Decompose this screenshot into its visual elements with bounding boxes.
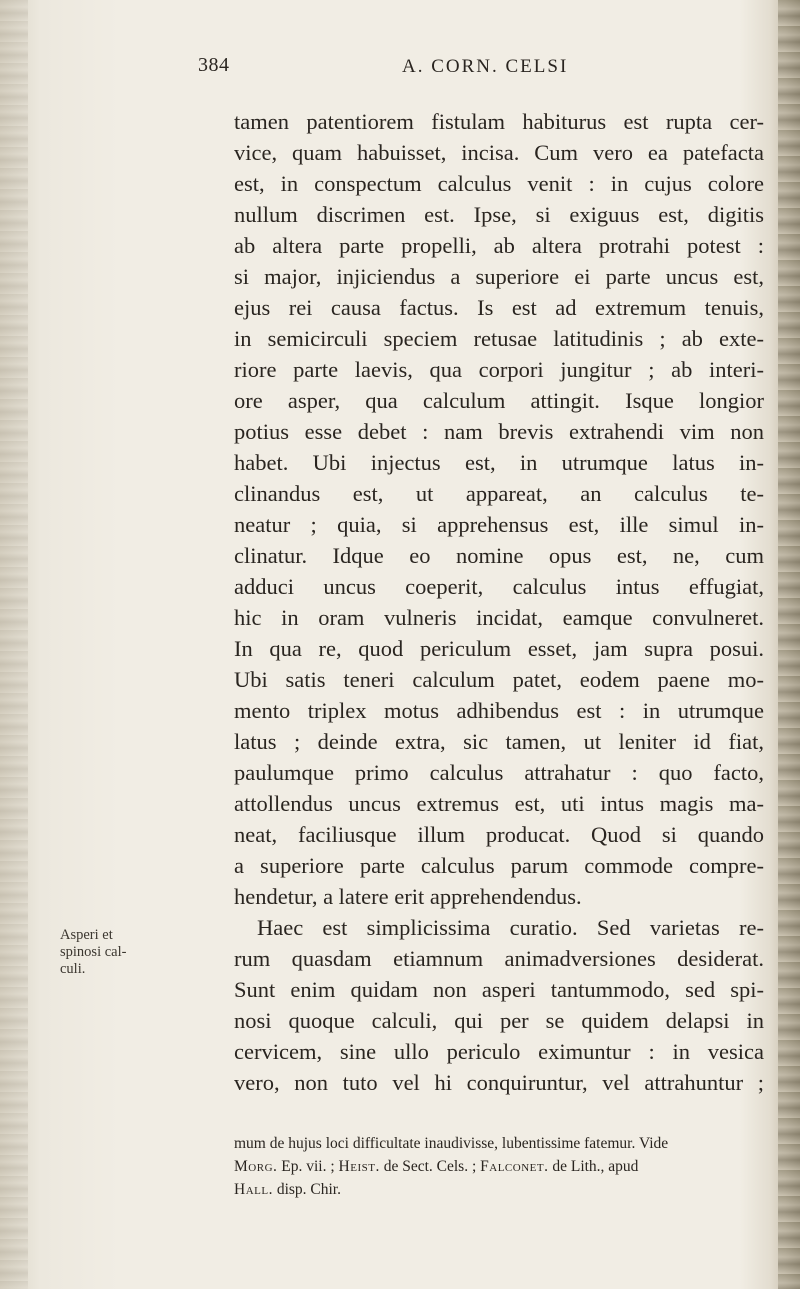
text-line: paulumque primo calculus attrahatur : quo facto, bbox=[234, 760, 764, 785]
page-edge-shadow-left bbox=[0, 0, 28, 1289]
text-line: a superiore parte calculus parum commode compre- bbox=[234, 853, 764, 878]
text-line: hic in oram vulneris incidat, eamque convulneret. bbox=[234, 605, 764, 630]
author-abbrev: Falconet. bbox=[480, 1158, 549, 1175]
text-line: si major, injiciendus a superiore ei parte uncus est, bbox=[234, 264, 764, 289]
text-line: Ubi satis teneri calculum patet, eodem paene mo- bbox=[234, 667, 764, 692]
running-title: A. CORN. CELSI bbox=[402, 56, 569, 77]
text-line: est, in conspectum calculus venit : in cujus colore bbox=[234, 171, 764, 196]
text-line: nullum discrimen est. Ipse, si exiguus est, digitis bbox=[234, 202, 764, 227]
marginal-note bbox=[60, 927, 230, 978]
text-line: neat, faciliusque illum producat. Quod si quando bbox=[234, 822, 764, 847]
footnote-text: Ep. vii. ; bbox=[277, 1158, 339, 1175]
text-line: tamen patentiorem fistulam habiturus est rupta cer- bbox=[234, 109, 764, 134]
footnote-text: mum de hujus loci difficultate inaudivisse, lubentissime fatemur. Vide bbox=[234, 1135, 669, 1152]
text-line: Sunt enim quidam non asperi tantummodo, sed spi- bbox=[234, 977, 764, 1002]
body-text bbox=[234, 106, 764, 1098]
text-line: hendetur, a latere erit apprehendendus. bbox=[234, 884, 582, 909]
page-edge-shadow-right bbox=[778, 0, 800, 1289]
text-line: potius esse debet : nam brevis extrahendi vim non bbox=[234, 419, 764, 444]
text-line: nosi quoque calculi, qui per se quidem delapsi in bbox=[234, 1008, 764, 1033]
text-line: ab altera parte propelli, ab altera protrahi potest : bbox=[234, 233, 764, 258]
text-line: in semicirculi speciem retusae latitudinis ; ab exte- bbox=[234, 326, 764, 351]
page-number: 384 bbox=[198, 54, 230, 76]
text-line: mento triplex motus adhibendus est : in utrumque bbox=[234, 698, 764, 723]
author-abbrev: Morg. bbox=[234, 1158, 278, 1175]
text-line: adduci uncus coeperit, calculus intus effugiat, bbox=[234, 574, 764, 599]
text-line: vice, quam habuisset, incisa. Cum vero ea patefacta bbox=[234, 140, 764, 165]
marginal-note-line: spinosi cal- bbox=[60, 944, 127, 960]
text-line: neatur ; quia, si apprehensus est, ille simul in- bbox=[234, 512, 764, 537]
author-abbrev: Hall. bbox=[234, 1181, 273, 1198]
text-line: cervicem, sine ullo periculo eximuntur : in vesica bbox=[234, 1039, 764, 1064]
text-line: rum quasdam etiamnum animadversiones desiderat. bbox=[234, 946, 764, 971]
text-line: riore parte laevis, qua corpori jungitur ; ab interi- bbox=[234, 357, 764, 382]
text-line: vero, non tuto vel hi conquiruntur, vel attrahuntur ; bbox=[234, 1070, 764, 1095]
text-line: In qua re, quod periculum esset, jam supra posui. bbox=[234, 636, 764, 661]
footnote bbox=[234, 1132, 764, 1201]
text-line: ejus rei causa factus. Is est ad extremum tenuis, bbox=[234, 295, 764, 320]
footnote-line bbox=[234, 1178, 764, 1201]
text-line: Haec est simplicissima curatio. Sed varietas re- bbox=[257, 915, 764, 940]
footnote-line bbox=[234, 1155, 764, 1178]
text-line: clinandus est, ut appareat, an calculus te- bbox=[234, 481, 764, 506]
text-line: clinatur. Idque eo nomine opus est, ne, cum bbox=[234, 543, 764, 568]
footnote-text: de Sect. Cels. ; bbox=[379, 1158, 481, 1175]
marginal-note-line: culi. bbox=[60, 961, 86, 977]
footnote-text: disp. Chir. bbox=[272, 1181, 341, 1198]
footnote-line bbox=[234, 1132, 764, 1155]
text-line: latus ; deinde extra, sic tamen, ut leniter id fiat, bbox=[234, 729, 764, 754]
text-line: habet. Ubi injectus est, in utrumque latus in- bbox=[234, 450, 764, 475]
author-abbrev: Heist. bbox=[338, 1158, 380, 1175]
text-line: attollendus uncus extremus est, uti intus magis ma- bbox=[234, 791, 764, 816]
page-header bbox=[0, 54, 800, 84]
footnote-text: de Lith., apud bbox=[548, 1158, 639, 1175]
text-line: ore asper, qua calculum attingit. Isque longior bbox=[234, 388, 764, 413]
marginal-note-line: Asperi et bbox=[60, 927, 113, 943]
